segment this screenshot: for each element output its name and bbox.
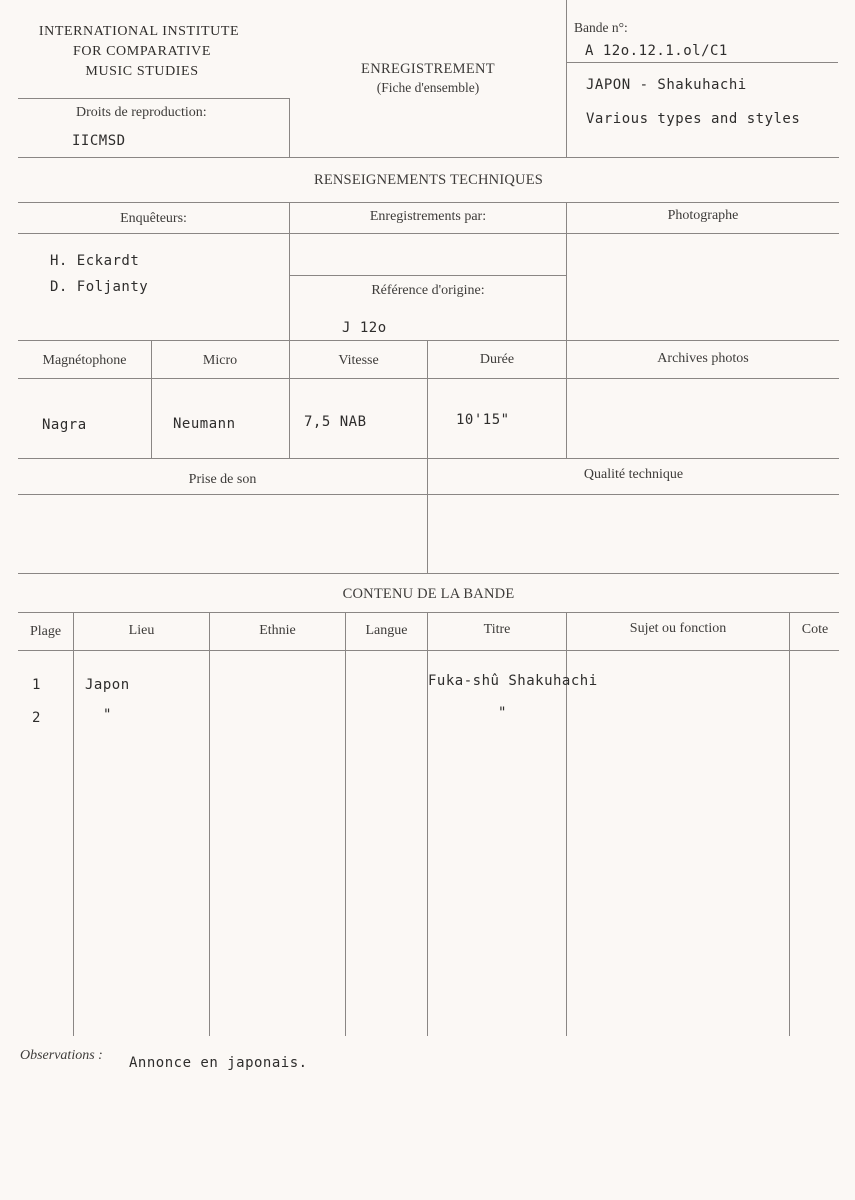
contenu-divider-2 [209, 612, 210, 1036]
bande-box-underline [566, 62, 838, 63]
micro-value: Neumann [173, 416, 236, 432]
duree-value: 10'15" [456, 412, 510, 428]
equipment-divider-1 [151, 340, 152, 458]
bande-label: Bande n°: [574, 20, 628, 35]
equipment-divider-4 [566, 340, 567, 458]
equipment-divider-2 [289, 340, 290, 458]
technical-top-rule [18, 202, 839, 203]
prise-header-rule [18, 494, 839, 495]
header-bottom-rule [18, 157, 839, 158]
institute-line-2: FOR COMPARATIVE [72, 44, 211, 59]
col-langue: Langue [365, 623, 408, 638]
contenu-divider-6 [789, 612, 790, 1036]
magnetophone-value: Nagra [42, 417, 87, 433]
form-title: ENREGISTREMENT [361, 61, 495, 77]
contenu-divider-3 [345, 612, 346, 1036]
institute-name [14, 22, 264, 82]
duree-label: Durée [479, 352, 515, 367]
technical-section-title: RENSEIGNEMENTS TECHNIQUES [313, 172, 544, 188]
observations-label: Observations : [20, 1048, 103, 1063]
subject-line-1: JAPON - Shakuhachi [586, 77, 747, 93]
col-sujet: Sujet ou fonction [629, 621, 727, 636]
observations-value: Annonce en japonais. [129, 1055, 308, 1071]
magnetophone-label: Magnétophone [42, 353, 127, 368]
subject-line-2: Various types and styles [586, 111, 801, 127]
col-ethnie: Ethnie [259, 623, 296, 638]
enqueteur-1: H. Eckardt [50, 253, 140, 269]
droits-box-top [18, 98, 290, 99]
qualite-label: Qualité technique [583, 467, 684, 482]
institute-line-3: MUSIC STUDIES [85, 64, 199, 79]
row-2-titre: " [498, 705, 507, 721]
col-titre: Titre [483, 622, 511, 637]
reference-value: J 12o [342, 320, 387, 336]
institute-line-1: INTERNATIONAL INSTITUTE [38, 24, 240, 39]
equipment-top-rule [18, 340, 839, 341]
row-2-plage: 2 [32, 710, 41, 726]
enqueteurs-label: Enquêteurs: [120, 211, 187, 226]
technical-divider-1 [289, 202, 290, 340]
contenu-header-rule [18, 650, 839, 651]
form-subtitle: (Fiche d'ensemble) [376, 80, 480, 95]
archives-label: Archives photos [657, 351, 749, 366]
bande-box-left-border [566, 0, 567, 158]
enregistrements-underline [290, 275, 566, 276]
droits-value: IICMSD [72, 133, 126, 149]
contenu-divider-1 [73, 612, 74, 1036]
col-lieu: Lieu [128, 623, 155, 638]
row-2-lieu: " [103, 707, 112, 723]
prise-label: Prise de son [188, 472, 257, 487]
row-1-plage: 1 [32, 677, 41, 693]
vitesse-label: Vitesse [338, 353, 379, 368]
technical-header-rule [18, 233, 839, 234]
prise-bottom-rule [18, 573, 839, 574]
col-plage: Plage [29, 624, 62, 639]
prise-divider [427, 458, 428, 574]
micro-label: Micro [202, 353, 238, 368]
row-1-lieu: Japon [85, 677, 130, 693]
enqueteur-2: D. Foljanty [50, 279, 149, 295]
vitesse-value: 7,5 NAB [304, 414, 367, 430]
reference-label: Référence d'origine: [371, 283, 485, 298]
bande-value: A 12o.12.1.ol/C1 [585, 43, 728, 59]
equipment-divider-3 [427, 340, 428, 458]
prise-top-rule [18, 458, 839, 459]
col-cote: Cote [801, 622, 829, 637]
row-1-titre: Fuka-shû Shakuhachi [428, 673, 598, 689]
photographe-label: Photographe [667, 208, 739, 223]
contenu-section-title: CONTENU DE LA BANDE [342, 586, 515, 602]
technical-divider-2 [566, 202, 567, 340]
equipment-header-rule [18, 378, 839, 379]
contenu-top-rule [18, 612, 839, 613]
droits-box-right [289, 98, 290, 158]
droits-label: Droits de reproduction: [76, 105, 207, 120]
enregistrements-label: Enregistrements par: [369, 209, 487, 224]
